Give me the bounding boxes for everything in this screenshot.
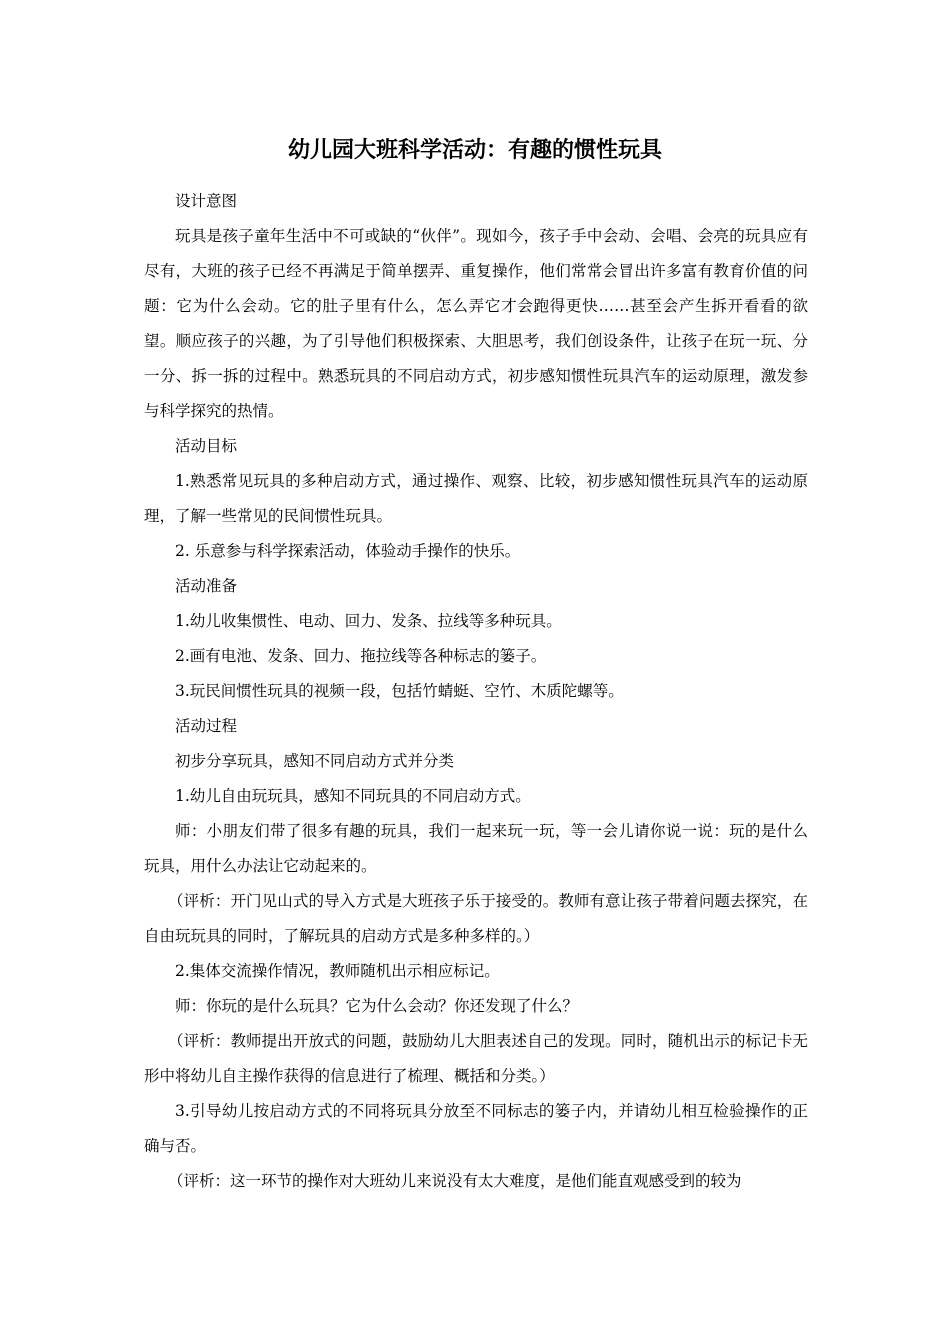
paragraph: 2.集体交流操作情况，教师随机出示相应标记。 bbox=[175, 962, 500, 980]
document-body bbox=[144, 184, 808, 1199]
paragraph: 1.幼儿自由玩玩具，感知不同玩具的不同启动方式。 bbox=[175, 787, 531, 805]
paragraph: 3.引导幼儿按启动方式的不同将玩具分放至不同标志的篓子内，并请幼儿相互检验操作的正确与否。 bbox=[144, 1102, 808, 1155]
section-heading: 活动过程 bbox=[175, 717, 238, 735]
paragraph: 师：小朋友们带了很多有趣的玩具，我们一起来玩一玩，等一会儿请你说一说：玩的是什么玩具，用什么办法让它动起来的。 bbox=[144, 822, 808, 875]
paragraph: 师：你玩的是什么玩具？它为什么会动？你还发现了什么？ bbox=[175, 997, 579, 1015]
paragraph: 3.玩民间惯性玩具的视频一段，包括竹蜻蜓、空竹、木质陀螺等。 bbox=[175, 682, 624, 700]
paragraph: 2. 乐意参与科学探索活动，体验动手操作的快乐。 bbox=[175, 542, 521, 560]
section-heading: 活动准备 bbox=[175, 577, 238, 595]
paragraph: 1.幼儿收集惯性、电动、回力、发条、拉线等多种玩具。 bbox=[175, 612, 562, 630]
commentary-paragraph: （评析：教师提出开放式的问题，鼓励幼儿大胆表述自己的发现。同时，随机出示的标记卡无形中将幼儿自主操作获得的信息进行了梳理、概括和分类。） bbox=[144, 1032, 808, 1085]
section-heading: 设计意图 bbox=[175, 192, 238, 210]
paragraph: 1.熟悉常见玩具的多种启动方式，通过操作、观察、比较，初步感知惯性玩具汽车的运动原理，了解一些常见的民间惯性玩具。 bbox=[144, 472, 808, 525]
document-title: 幼儿园大班科学活动：有趣的惯性玩具 bbox=[287, 138, 662, 163]
paragraph: 玩具是孩子童年生活中不可或缺的“伙伴”。现如今，孩子手中会动、会唱、会亮的玩具应有尽有，大班的孩子已经不再满足于简单摆弄、重复操作，他们常常会冒出许多富有教育价值的问题：它为什么会动。它的肚子里有什么，怎么弄它才会跑得更快……甚至会产生拆开看看的欲望。顺应孩子的兴趣，为了引导他们积极探索、大胆思考，我们创设条件，让孩子在玩一玩、分一分、拆一拆的过程中。熟悉玩具的不同启动方式，初步感知惯性玩具汽车的运动原理，激发参与科学探究的热情。 bbox=[144, 227, 808, 420]
paragraph: 初步分享玩具，感知不同启动方式并分类 bbox=[175, 752, 455, 770]
paragraph: 2.画有电池、发条、回力、拖拉线等各种标志的篓子。 bbox=[175, 647, 547, 665]
commentary-paragraph: （评析：这一环节的操作对大班幼儿来说没有太大难度，是他们能直观感受到的较为 bbox=[168, 1172, 742, 1190]
section-heading: 活动目标 bbox=[175, 437, 238, 455]
commentary-paragraph: （评析：开门见山式的导入方式是大班孩子乐于接受的。教师有意让孩子带着问题去探究，在自由玩玩具的同时，了解玩具的启动方式是多种多样的。） bbox=[144, 892, 808, 945]
